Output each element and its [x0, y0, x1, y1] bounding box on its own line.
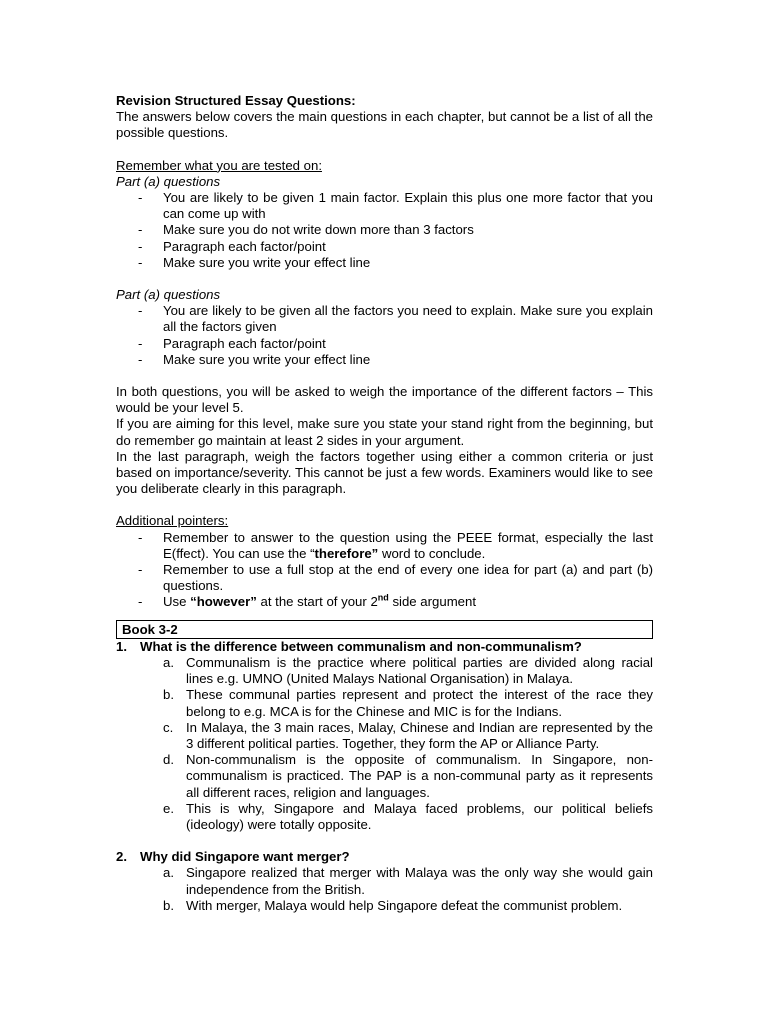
answer-item: c. In Malaya, the 3 main races, Malay, Chinese and Indian are represented by the 3 different political parties. Together, they form the AP or Alliance Party.	[163, 719, 653, 751]
answer-item: d. Non-communalism is the opposite of communalism. In Singapore, non-communalism is practiced. The PAP is a non-communal party as it represents all different races, religion and languages.	[163, 752, 653, 800]
part-a-label-2: Part (a) questions	[116, 287, 221, 303]
pointers-list	[116, 530, 653, 611]
question-1: 1. What is the difference between communalism and non-communalism?	[116, 638, 582, 654]
weigh-paragraph-2: If you are aiming for this level, make sure you state your stand right from the beginning, but do remember go maintain at least 2 sides in your argument.	[116, 416, 653, 448]
list-item: - Paragraph each factor/point	[138, 238, 326, 254]
list-item: - You are likely to be given 1 main factor. Explain this plus one more factor that you can come up with	[138, 190, 653, 222]
part-a-list-2	[116, 303, 653, 368]
list-item: - Remember to use a full stop at the end of every one idea for part (a) and part (b) questions.	[138, 562, 653, 594]
weigh-paragraph-1: In both questions, you will be asked to weigh the importance of the different factors – This would be your level 5.	[116, 384, 653, 416]
list-item: - You are likely to be given all the factors you need to explain. Make sure you explain all the factors given	[138, 303, 653, 335]
list-item: - Paragraph each factor/point	[138, 335, 326, 351]
answer-item: b. With merger, Malaya would help Singapore defeat the communist problem.	[163, 897, 623, 913]
question-2: 2. Why did Singapore want merger?	[116, 849, 350, 865]
pointers-heading: Additional pointers:	[116, 513, 229, 529]
answer-item: b. These communal parties represent and protect the interest of the race they belong to e.g. MCA is for the Chinese and MIC is for the Indians.	[163, 687, 653, 719]
list-item: - Make sure you do not write down more than 3 factors	[138, 222, 474, 238]
answer-item: a. Singapore realized that merger with Malaya was the only way she would gain independence from the British.	[163, 865, 653, 897]
book-label-box: Book 3-2	[116, 620, 653, 639]
list-item: - Make sure you write your effect line	[138, 351, 371, 367]
answer-item: e. This is why, Singapore and Malaya faced problems, our political beliefs (ideology) were totally opposite.	[163, 800, 653, 832]
tested-heading: Remember what you are tested on:	[116, 157, 322, 173]
answer-item: a. Communalism is the practice where political parties are divided along racial lines e.g. UMNO (United Malays National Organisation) in Malaya.	[163, 654, 653, 687]
list-item: - Make sure you write your effect line	[138, 254, 371, 270]
list-item: - Use “however” at the start of your 2nd side argument	[138, 593, 477, 610]
part-a-list-1	[116, 190, 653, 271]
part-a-label-1: Part (a) questions	[116, 173, 221, 189]
list-item: - Remember to answer to the question using the PEEE format, especially the last E(ffect). You can use the “therefore” word to conclude.	[138, 529, 653, 561]
document-title: Revision Structured Essay Questions:	[116, 93, 356, 108]
document-content	[116, 93, 653, 914]
answers-question-1	[116, 655, 653, 833]
weigh-paragraph-3: In the last paragraph, weigh the factors together using either a common criteria or just based on importance/severity. This cannot be just a few words. Examiners would like to see you deliberate clearly in this paragraph.	[116, 448, 653, 497]
answers-question-2	[116, 865, 653, 914]
intro-paragraph: The answers below covers the main questions in each chapter, but cannot be a list of all the possible questions.	[116, 109, 653, 141]
